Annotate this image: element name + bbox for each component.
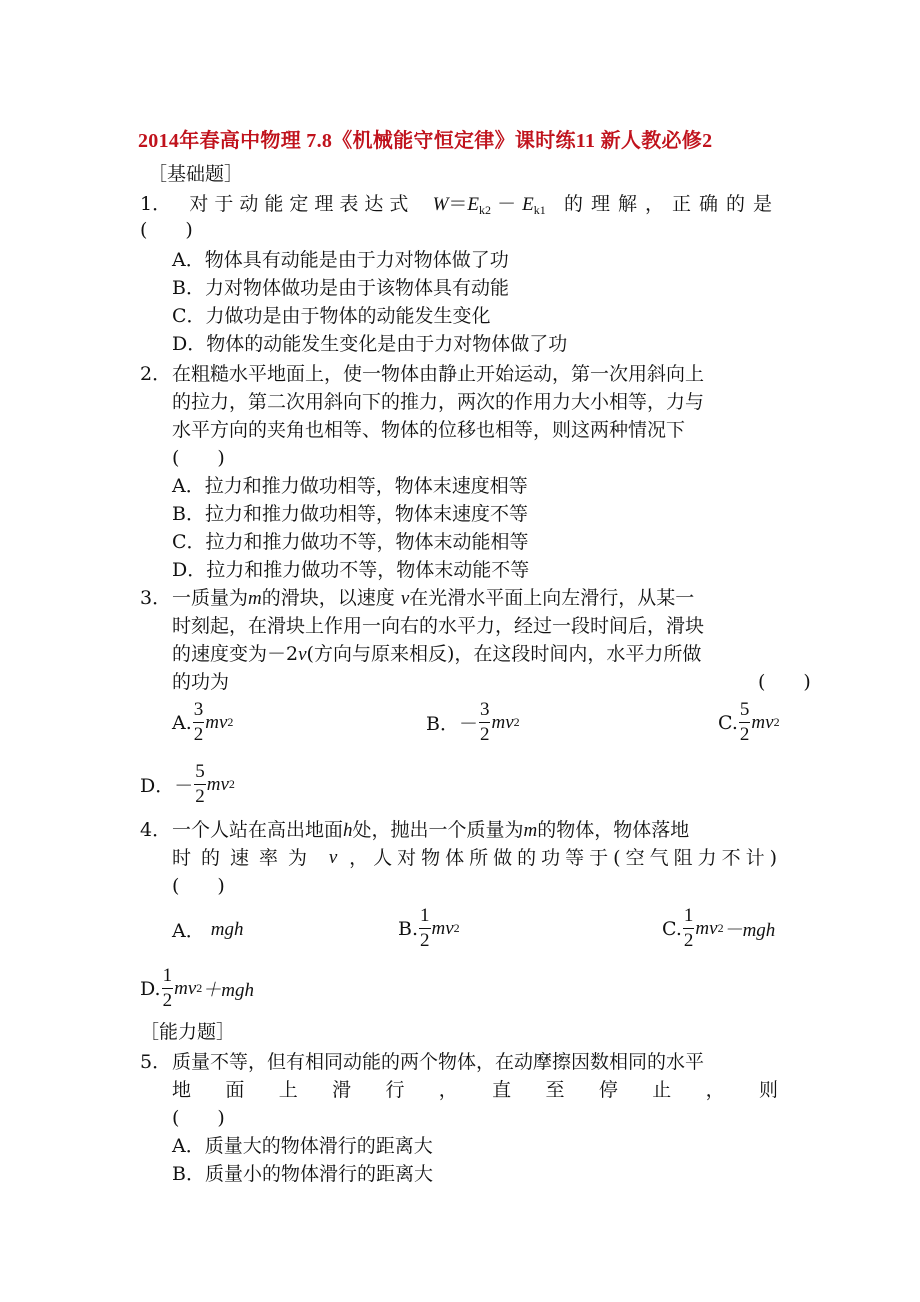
option-a: A．物体具有动能是由于力对物体做了功: [172, 249, 509, 271]
stem-line: 一个人站在高出地面h处，抛出一个质量为m的物体，物体落地: [172, 819, 690, 841]
stem-line: 在粗糙水平地面上，使一物体由静止开始运动，第一次用斜向上: [172, 363, 705, 385]
answer-paren: ( ): [172, 875, 225, 897]
question-number: 3．: [140, 587, 172, 609]
option-d: D．拉力和推力做功不等，物体末动能不等: [172, 559, 530, 581]
option-a: A. $\frac{3}{2}$ mv 2: [172, 699, 234, 745]
section-ability: ［能力题］: [140, 1021, 236, 1043]
question-number: 2．: [140, 363, 172, 385]
option-a: A． mgh: [172, 918, 244, 942]
stem-line: 地 面 上 滑 行 ， 直 至 停 止 ， 则: [172, 1079, 778, 1101]
page-title: 2014年春高中物理 7.8《机械能守恒定律》课时练11 新人教必修2: [138, 130, 713, 152]
option-d: D. $\frac{1}{2}$ mv 2 ＋mgh: [140, 965, 254, 1011]
stem-line: 的功为: [172, 671, 230, 693]
option-b: B．拉力和推力做功相等，物体末速度不等: [172, 503, 528, 525]
stem-text: 对于动能定理表达式: [189, 193, 415, 215]
formula: $W=E_{k2} - E_{k1}$: [432, 193, 546, 217]
answer-paren: ( ): [172, 1107, 225, 1129]
option-b: B．－ $\frac{3}{2}$ mv 2: [426, 699, 520, 745]
question-number: 1．: [140, 193, 172, 215]
stem-text: 的理解，正确的是: [563, 193, 780, 215]
stem-line: 时的速率为 v ，人对物体所做的功等于(空气阻力不计): [172, 847, 782, 869]
section-basic: ［基础题］: [148, 163, 244, 185]
option-b: B. $\frac{1}{2}$ mv 2: [398, 905, 460, 951]
option-a: A．质量大的物体滑行的距离大: [172, 1135, 433, 1157]
option-c: C．拉力和推力做功不等，物体末动能相等: [172, 531, 529, 553]
option-b: B．质量小的物体滑行的距离大: [172, 1163, 433, 1185]
stem-line: 水平方向的夹角也相等、物体的位移也相等，则这两种情况下: [172, 419, 686, 441]
option-c: C. $\frac{5}{2}$ mv 2: [718, 699, 780, 745]
stem-line: 质量不等，但有相同动能的两个物体，在动摩擦因数相同的水平: [172, 1051, 705, 1073]
question-number: 5．: [140, 1051, 172, 1073]
answer-paren: ( ): [172, 447, 225, 469]
option-d: D．物体的动能发生变化是由于力对物体做了功: [172, 333, 568, 355]
answer-paren: ( ): [140, 219, 193, 241]
option-c: C．力做功是由于物体的动能发生变化: [172, 305, 491, 327]
answer-paren: ( ): [758, 671, 811, 693]
option-c: C. $\frac{1}{2}$ mv 2 －mgh: [662, 905, 776, 951]
option-d: D．－ $\frac{5}{2}$ mv 2: [140, 761, 235, 807]
option-a: A．拉力和推力做功相等，物体末速度相等: [172, 475, 528, 497]
option-b: B．力对物体做功是由于该物体具有动能: [172, 277, 509, 299]
stem-line: 时刻起，在滑块上作用一向右的水平力，经过一段时间后，滑块: [172, 615, 705, 637]
stem-line: 的速度变为－2v(方向与原来相反)，在这段时间内，水平力所做: [172, 643, 702, 665]
stem-line: 一质量为m的滑块，以速度 v在光滑水平面上向左滑行，从某一: [172, 587, 695, 609]
question-number: 4．: [140, 819, 172, 841]
question-1-stem: [140, 190, 780, 224]
stem-line: 的拉力，第二次用斜向下的推力，两次的作用力大小相等，力与: [172, 391, 705, 413]
